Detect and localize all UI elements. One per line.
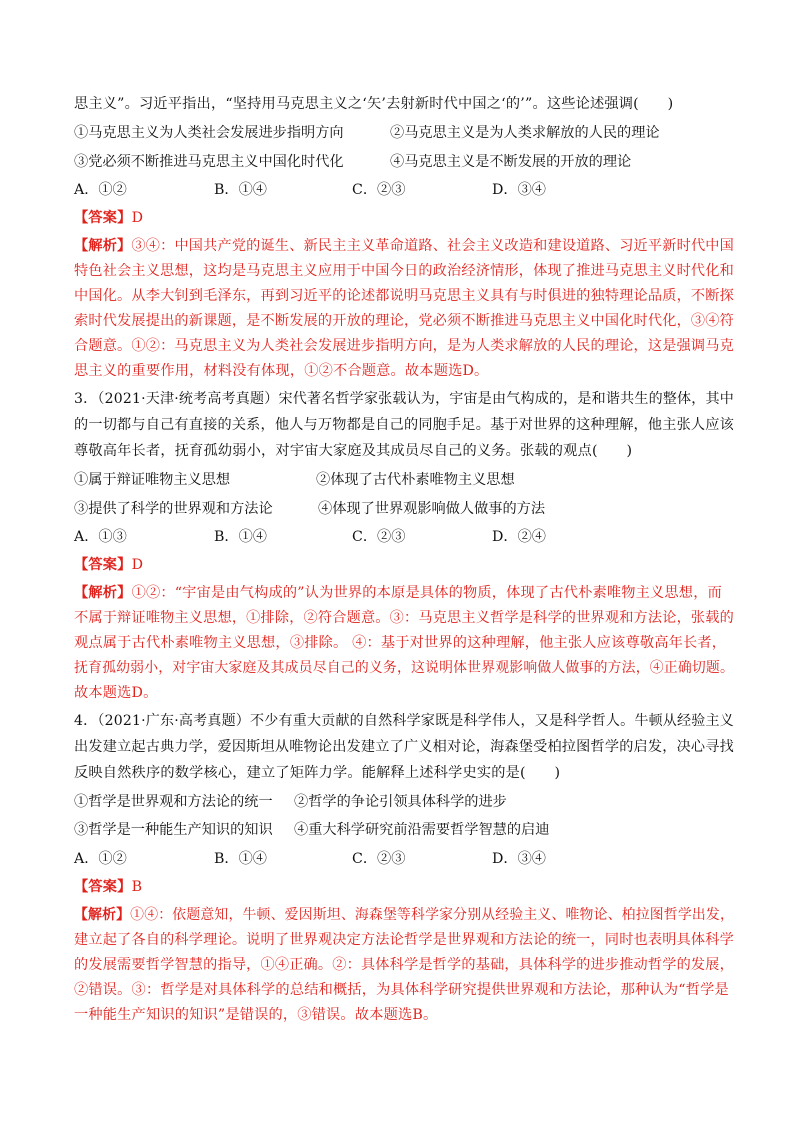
analysis-line: 不属于辩证唯物主义思想，①排除，②符合题意。③：马克思主义哲学是科学的世界观和方法论，张载的 — [74, 610, 734, 626]
option-4: ④重大科学研究前沿需要哲学智慧的启迪 — [294, 822, 550, 838]
answer-line — [74, 208, 143, 228]
analysis-line: 故本题选D。 — [74, 685, 158, 701]
analysis-tag: 【解析】 — [74, 585, 132, 601]
option-4: ④体现了世界观影响做人做事的方法 — [318, 501, 546, 517]
question-3-stem: 的一切都与自己有直接的关系，他人与万物都是自己的同胞手足。基于对世界的这种理解，他主张人应该 — [74, 417, 734, 433]
answer-line — [74, 555, 143, 575]
analysis-line: 抚育孤幼弱小，对宇宙大家庭及其成员尽自己的义务，这说明体世界观影响做人做事的方法，④正确切题。 — [74, 660, 734, 676]
analysis-line — [74, 583, 722, 603]
choice-c: C．②③ — [352, 182, 406, 198]
choice-d: D．③④ — [492, 851, 546, 867]
analysis-line: 中国化。从李大钊到毛泽东，再到习近平的论述都说明马克思主义具有与时俱进的独特理论品质，不断探 — [74, 288, 734, 304]
analysis-line: 索时代发展提出的新课题，是不断发展的开放的理论，党必须不断推进马克思主义中国化时代化，③④符 — [74, 313, 734, 329]
answer-tag: 【答案】 — [74, 879, 132, 895]
option-2: ②马克思主义是为人类求解放的人民的理论 — [390, 125, 660, 141]
option-1: ①马克思主义为人类社会发展进步指明方向 — [74, 125, 344, 141]
answer-tag: 【答案】 — [74, 557, 132, 573]
analysis-line: ②错误。③：哲学是对具体科学的总结和概括，为具体科学研究提供世界观和方法论，那种认为“哲学是 — [74, 982, 729, 998]
option-2: ②哲学的争论引领具体科学的进步 — [294, 794, 507, 810]
question-3-stem: 尊敬高年长者，抚育孤幼弱小，对宇宙大家庭及其成员尽自己的义务。张载的观点( ) — [74, 443, 633, 459]
answer-line — [74, 877, 142, 897]
answer-tag: 【答案】 — [74, 210, 132, 226]
choice-b: B．①④ — [214, 182, 267, 198]
option-1: ①哲学是世界观和方法论的统一 — [74, 794, 273, 810]
analysis-line — [74, 236, 734, 256]
choice-c: C．②③ — [352, 851, 406, 867]
analysis-text: ③④：中国共产党的诞生、新民主主义革命道路、社会主义改造和建设道路、习近平新时代中国 — [131, 238, 734, 254]
analysis-tag: 【解析】 — [74, 238, 132, 254]
analysis-text: ①④：依题意知，牛顿、爱因斯坦、海森堡等科学家分别从经验主义、唯物论、柏拉图哲学出发， — [130, 907, 735, 923]
option-3: ③提供了科学的世界观和方法论 — [74, 501, 273, 517]
analysis-text: ①②：“宇宙是由气构成的”认为世界的本原是具体的物质，体现了古代朴素唯物主义思想，而 — [131, 585, 722, 601]
choice-d: D．③④ — [492, 182, 546, 198]
choice-b: B．①④ — [214, 851, 267, 867]
option-3: ③党必须不断推进马克思主义中国化时代化 — [74, 154, 344, 170]
question-stem-tail: 思主义”。习近平指出，“坚持用马克思主义之‘矢’去射新时代中国之‘的’”。这些论述强调( ) — [74, 96, 674, 112]
choice-a: A．①② — [74, 182, 127, 198]
analysis-line — [74, 905, 734, 925]
analysis-tag: 【解析】 — [74, 907, 131, 923]
choice-c: C．②③ — [352, 529, 406, 545]
question-4-stem: 反映自然秩序的数学核心，建立了矩阵力学。能解释上述科学史实的是( ) — [74, 765, 561, 781]
question-4-stem: 出发建立起古典力学，爱因斯坦从唯物论出发建立了广义相对论，海森堡受柏拉图哲学的启发，决心寻找 — [74, 739, 734, 755]
analysis-line: 一种能生产知识的知识”是错误的，③错误。故本题选B。 — [74, 1007, 438, 1023]
choice-d: D．②④ — [492, 529, 546, 545]
option-3: ③哲学是一种能生产知识的知识 — [74, 822, 273, 838]
answer-value: D — [131, 557, 144, 573]
option-1: ①属于辩证唯物主义思想 — [74, 472, 231, 488]
option-2: ②体现了古代朴素唯物主义思想 — [316, 472, 515, 488]
choice-a: A．①② — [74, 851, 127, 867]
analysis-line: 建立起了各自的科学理论。说明了世界观决定方法论哲学是世界观和方法论的统一，同时也表明具体科学 — [74, 932, 734, 948]
answer-value: B — [131, 879, 143, 895]
option-4: ④马克思主义是不断发展的开放的理论 — [390, 154, 632, 170]
analysis-line: 观点属于古代朴素唯物主义思想，③排除。 ④：基于对世界的这种理解，他主张人应该尊敬高年长者， — [74, 635, 727, 651]
analysis-line: 思主义的重要作用，材料没有体现，①②不合题意。故本题选D。 — [74, 363, 489, 379]
choice-a: A．①③ — [74, 529, 127, 545]
analysis-line: 特色社会主义思想，这均是马克思主义应用于中国今日的政治经济情形，体现了推进马克思主义时代化和 — [74, 263, 734, 279]
answer-value: D — [131, 210, 144, 226]
analysis-line: 合题意。①②：马克思主义为人类社会发展进步指明方向，是为人类求解放的人民的理论，这是强调马克 — [74, 338, 734, 354]
question-3-stem: 3．（2021·天津·统考高考真题）宋代著名哲学家张载认为，宇宙是由气构成的，是和谐共生的整体，其中 — [74, 391, 734, 407]
question-4-stem: 4．（2021·广东·高考真题）不少有重大贡献的自然科学家既是科学伟人，又是科学哲人。牛顿从经验主义 — [74, 713, 734, 729]
analysis-line: 的发展需要哲学智慧的指导，①④正确。②：具体科学是哲学的基础，具体科学的进步推动哲学的发展， — [74, 957, 734, 973]
choice-b: B．①④ — [214, 529, 267, 545]
